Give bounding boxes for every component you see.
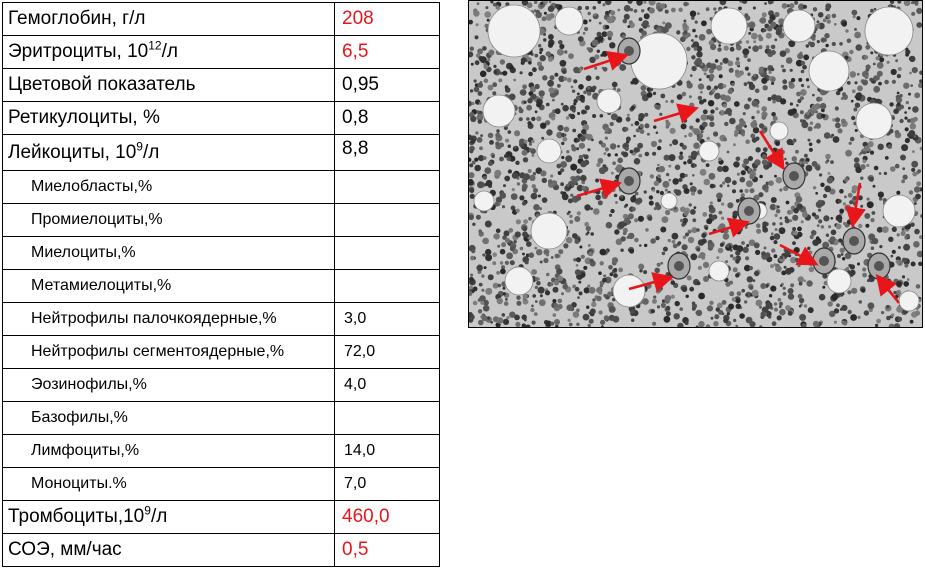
- row-label: [3, 3, 335, 36]
- row-label-exponent: 9: [136, 139, 143, 154]
- row-label-text: Цветовой показатель: [8, 74, 196, 95]
- micrograph-image: [469, 1, 922, 327]
- row-label-text: СОЭ, мм/час: [8, 539, 122, 560]
- row-label-text: Миелобласты,%: [31, 178, 153, 195]
- table-row: [3, 36, 440, 69]
- row-value: [335, 204, 440, 237]
- table-row: [3, 303, 440, 336]
- table-row: [3, 435, 440, 468]
- row-label-unit: /л: [161, 41, 178, 62]
- row-label: [3, 402, 335, 435]
- row-label-text: Эозинофилы,%: [31, 376, 147, 393]
- row-label-unit: /л: [142, 141, 160, 163]
- row-label: [3, 69, 335, 102]
- row-label: [3, 135, 335, 171]
- row-label-text: Тромбоциты,10: [8, 506, 145, 527]
- row-label-text: Лимфоциты,%: [31, 442, 140, 459]
- row-label: [3, 369, 335, 402]
- row-label: [3, 501, 335, 534]
- table-row: [3, 3, 440, 36]
- row-value: 7,0: [335, 468, 440, 501]
- row-value: 3,0: [335, 303, 440, 336]
- row-label: [3, 171, 335, 204]
- row-label: [3, 102, 335, 135]
- row-label-text: Промиелоциты,%: [31, 211, 163, 228]
- row-value: 460,0: [335, 501, 440, 534]
- row-value: 208: [335, 3, 440, 36]
- row-value: 8,8: [335, 135, 440, 171]
- row-label-text: Нейтрофилы сегментоядерные,%: [31, 343, 285, 360]
- row-label-text: Эритроциты, 10: [8, 41, 149, 62]
- table-row: [3, 270, 440, 303]
- row-label: [3, 204, 335, 237]
- row-label-text: Нейтрофилы палочкоядерные,%: [31, 310, 277, 327]
- row-value: 0,8: [335, 102, 440, 135]
- row-value: [335, 237, 440, 270]
- table-row: [3, 171, 440, 204]
- row-value: 0,95: [335, 69, 440, 102]
- row-label-text: Миелоциты,%: [31, 244, 136, 261]
- blood-test-table-body: [3, 3, 440, 567]
- row-label-text: Моноциты.%: [31, 475, 127, 492]
- table-row: [3, 204, 440, 237]
- table-row: [3, 336, 440, 369]
- table-row: [3, 402, 440, 435]
- table-row: [3, 468, 440, 501]
- row-value: [335, 171, 440, 204]
- row-label-exponent: 12: [148, 38, 162, 53]
- table-row: [3, 534, 440, 567]
- row-value: [335, 402, 440, 435]
- row-value: 14,0: [335, 435, 440, 468]
- row-label-exponent: 9: [144, 503, 151, 518]
- row-label: [3, 336, 335, 369]
- row-value: 4,0: [335, 369, 440, 402]
- row-value: [335, 270, 440, 303]
- row-value: 0,5: [335, 534, 440, 567]
- row-label-text: Лейкоциты, 10: [8, 141, 137, 163]
- row-label-unit: /л: [150, 506, 168, 527]
- table-row: [3, 69, 440, 102]
- row-label: [3, 534, 335, 567]
- table-row: [3, 135, 440, 171]
- row-label: [3, 36, 335, 69]
- row-label-text: Базофилы,%: [31, 409, 128, 426]
- table-row: [3, 102, 440, 135]
- row-label-text: Метамиелоциты,%: [31, 277, 172, 294]
- bone-marrow-micrograph: [468, 0, 923, 328]
- table-row: [3, 369, 440, 402]
- row-label: [3, 237, 335, 270]
- table-row: [3, 501, 440, 534]
- row-value: 72,0: [335, 336, 440, 369]
- row-label-text: Ретикулоциты, %: [8, 107, 160, 128]
- row-value: 6,5: [335, 36, 440, 69]
- row-label: [3, 435, 335, 468]
- row-label: [3, 303, 335, 336]
- row-label: [3, 468, 335, 501]
- row-label-text: Гемоглобин, г/л: [8, 8, 146, 29]
- row-label: [3, 270, 335, 303]
- blood-test-table: [2, 2, 440, 567]
- table-row: [3, 237, 440, 270]
